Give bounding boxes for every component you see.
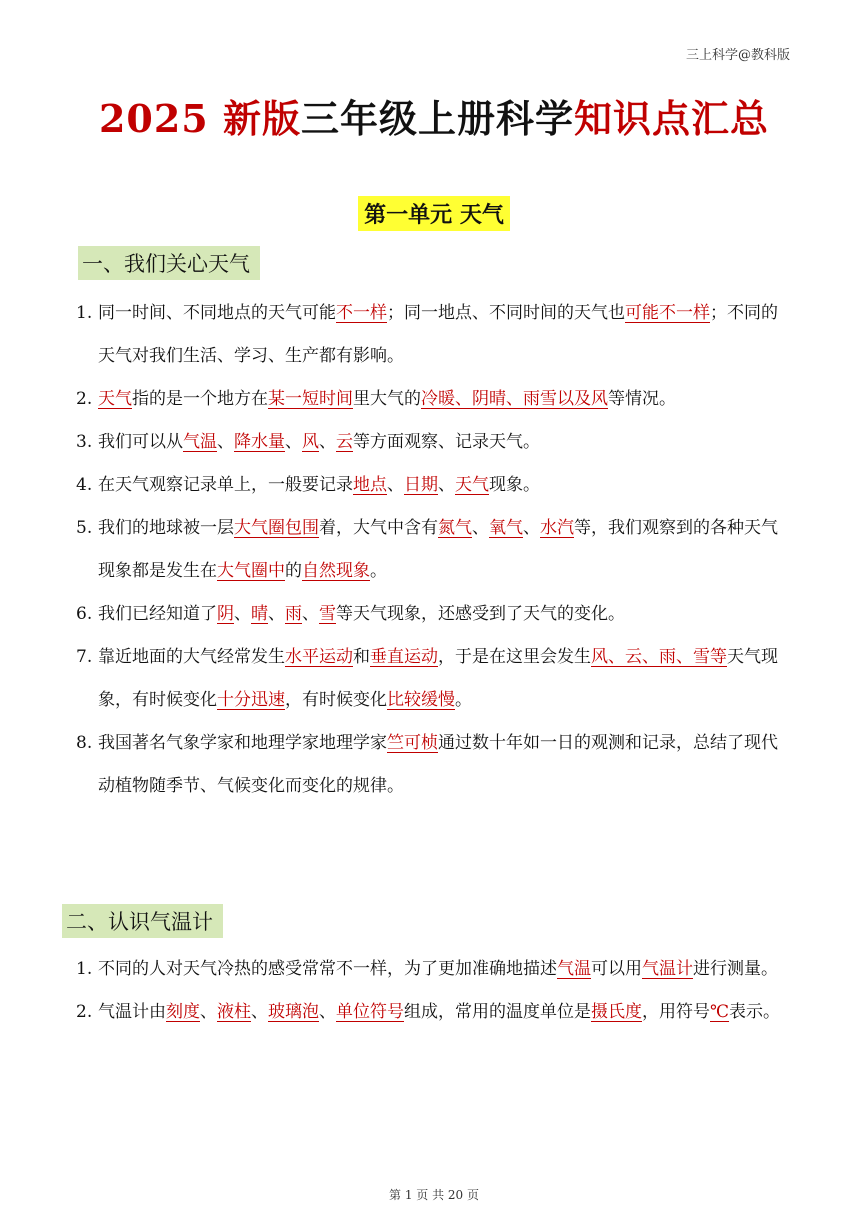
- text-segment: 通过数十年如一日的观测和记录，总结了现代动植物随季节、气候变化而变化的规律。: [98, 733, 778, 796]
- text-segment: 我们已经知道了: [98, 604, 217, 624]
- item-text: [98, 959, 778, 979]
- key-term: 十分迅速: [217, 690, 285, 710]
- key-term: 玻璃泡: [268, 1002, 319, 1022]
- key-term: 大气圈中: [217, 561, 285, 581]
- key-term: 竺可桢: [387, 733, 438, 753]
- text-segment: 不同的人对天气冷热的感受常常不一样，为了更加准确地描述: [98, 959, 557, 979]
- list-item: [76, 991, 794, 1034]
- text-segment: 、: [251, 1002, 268, 1022]
- item-number: 1.: [76, 959, 93, 979]
- key-term: 气温: [557, 959, 591, 979]
- text-segment: 里大气的: [353, 389, 421, 409]
- item-number: 4.: [76, 475, 93, 495]
- key-term: 摄氏度: [591, 1002, 642, 1022]
- text-segment: 可以用: [591, 959, 642, 979]
- text-segment: 等天气现象，还感受到了天气的变化。: [336, 604, 625, 624]
- key-term: 垂直运动: [370, 647, 438, 667]
- text-segment: 、: [234, 604, 251, 624]
- text-segment: 我们可以从: [98, 432, 183, 452]
- item-number: 5.: [76, 518, 93, 538]
- text-segment: ；同一地点、不同时间的天气也: [387, 303, 625, 323]
- unit-title: 第一单元 天气: [358, 196, 510, 231]
- key-term: 晴: [251, 604, 268, 624]
- text-segment: ，有时候变化: [285, 690, 387, 710]
- item-text: [98, 647, 778, 710]
- key-term: 云: [336, 432, 353, 452]
- text-segment: 气温计由: [98, 1002, 166, 1022]
- page-footer: 第 1 页 共 20 页: [389, 1188, 479, 1202]
- text-segment: 、: [438, 475, 455, 495]
- text-segment: 我国著名气象学家和地理学家地理学家: [98, 733, 387, 753]
- text-segment: 指的是一个地方在: [132, 389, 268, 409]
- list-item: [76, 378, 794, 421]
- key-term: 气温计: [642, 959, 693, 979]
- key-term: 比较缓慢: [387, 690, 455, 710]
- key-term: 液柱: [217, 1002, 251, 1022]
- list-item: [76, 948, 794, 991]
- text-segment: ，于是在这里会发生: [438, 647, 591, 667]
- list-item: [76, 292, 794, 378]
- key-term: 天气: [98, 389, 132, 409]
- item-number: 7.: [76, 647, 93, 667]
- text-segment: 组成，常用的温度单位是: [404, 1002, 591, 1022]
- key-term: 某一短时间: [268, 389, 353, 409]
- text-segment: 和: [353, 647, 370, 667]
- text-segment: 着，大气中含有: [319, 518, 438, 538]
- item-text: [98, 389, 676, 409]
- key-term: 自然现象: [302, 561, 370, 581]
- key-term: 气温: [183, 432, 217, 452]
- key-term: 日期: [404, 475, 438, 495]
- key-term: 雪: [319, 604, 336, 624]
- key-term: 天气: [455, 475, 489, 495]
- section-title-1: 一、我们关心天气: [78, 246, 260, 280]
- title-part-1: 2025 新版: [98, 96, 301, 141]
- item-number: 6.: [76, 604, 93, 624]
- text-segment: 。: [370, 561, 387, 581]
- text-segment: 、: [387, 475, 404, 495]
- item-text: [98, 432, 540, 452]
- text-segment: 等方面观察、记录天气。: [353, 432, 540, 452]
- text-segment: 表示。: [729, 1002, 781, 1022]
- text-segment: 进行测量。: [693, 959, 778, 979]
- page-title: [0, 88, 868, 143]
- text-segment: 、: [200, 1002, 217, 1022]
- list-item: [76, 636, 794, 722]
- key-term: 刻度: [166, 1002, 200, 1022]
- key-term: ℃: [710, 1002, 730, 1022]
- list-item: [76, 464, 794, 507]
- key-term: 水平运动: [285, 647, 353, 667]
- text-segment: 等情况。: [608, 389, 676, 409]
- text-segment: 现象。: [489, 475, 540, 495]
- section-2-list: [76, 948, 794, 1034]
- item-text: [98, 1002, 780, 1022]
- text-segment: 、: [472, 518, 489, 538]
- item-text: [98, 733, 778, 796]
- text-segment: 在天气观察记录单上，一般要记录: [98, 475, 353, 495]
- text-segment: 同一时间、不同地点的天气可能: [98, 303, 336, 323]
- item-number: 2.: [76, 1002, 93, 1022]
- key-term: 降水量: [234, 432, 285, 452]
- text-segment: 、: [217, 432, 234, 452]
- list-item: [76, 507, 794, 593]
- list-item: [76, 421, 794, 464]
- text-segment: 、: [302, 604, 319, 624]
- key-term: 可能不一样: [625, 303, 710, 323]
- item-text: [98, 303, 778, 366]
- section-title-2: 二、认识气温计: [62, 904, 223, 938]
- header-label: 三上科学@教科版: [685, 48, 790, 63]
- item-text: [98, 475, 540, 495]
- text-segment: 。: [455, 690, 472, 710]
- item-number: 3.: [76, 432, 93, 452]
- text-segment: 、: [523, 518, 540, 538]
- key-term: 阴: [217, 604, 234, 624]
- key-term: 氮气: [438, 518, 472, 538]
- key-term: 不一样: [336, 303, 387, 323]
- text-segment: 、: [268, 604, 285, 624]
- text-segment: 我们的地球被一层: [98, 518, 234, 538]
- text-segment: 、: [319, 432, 336, 452]
- item-text: [98, 518, 778, 581]
- text-segment: 、: [285, 432, 302, 452]
- key-term: 风: [302, 432, 319, 452]
- item-number: 1.: [76, 303, 93, 323]
- key-term: 大气圈包围: [234, 518, 319, 538]
- key-term: 风、云、雨、雪等: [591, 647, 727, 667]
- text-segment: 等，我们观察到的各种天气现象都是发生在: [98, 518, 778, 581]
- unit-heading-wrap: [0, 196, 868, 231]
- key-term: 雨: [285, 604, 302, 624]
- item-number: 2.: [76, 389, 93, 409]
- text-segment: 靠近地面的大气经常发生: [98, 647, 285, 667]
- key-term: 单位符号: [336, 1002, 404, 1022]
- text-segment: ；不同的天气对我们生活、学习、生产都有影响。: [98, 303, 778, 366]
- item-number: 8.: [76, 733, 93, 753]
- text-segment: 、: [319, 1002, 336, 1022]
- list-item: [76, 722, 794, 808]
- title-part-3: 知识点汇总: [574, 96, 770, 141]
- text-segment: 天气现象，有时候变化: [98, 647, 778, 710]
- title-part-2: 三年级上册科学: [300, 96, 574, 141]
- text-segment: ，用符号: [642, 1002, 710, 1022]
- key-term: 地点: [353, 475, 387, 495]
- key-term: 冷暖、阴晴、雨雪以及风: [421, 389, 608, 409]
- item-text: [98, 604, 625, 624]
- text-segment: 的: [285, 561, 302, 581]
- list-item: [76, 593, 794, 636]
- key-term: 水汽: [540, 518, 574, 538]
- section-1-list: [76, 292, 794, 808]
- key-term: 氧气: [489, 518, 523, 538]
